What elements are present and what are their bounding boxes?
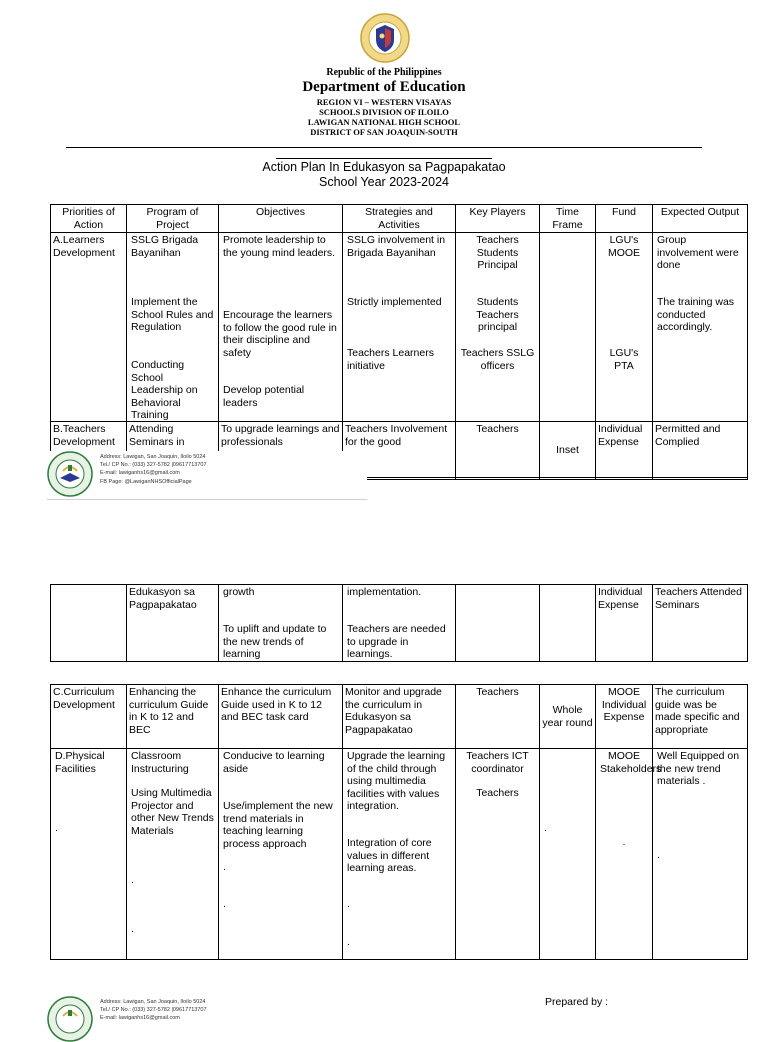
strategy-item: Strictly implemented bbox=[347, 296, 442, 308]
fund-item: LGU's PTA bbox=[609, 347, 639, 372]
footer-tel: Tel./ CP No.: (033) 327-5782 |09617713707 bbox=[100, 462, 207, 469]
dot-mark: . bbox=[622, 836, 626, 848]
fund-cell: Individual Expense bbox=[596, 585, 653, 662]
objective-cell bbox=[219, 749, 343, 960]
players-item: Teachers ICT coordinator bbox=[466, 750, 529, 775]
expected-output-cell bbox=[653, 233, 748, 422]
fund-cell: Individual Expense bbox=[596, 422, 653, 480]
program-cell: Attending Seminars in bbox=[127, 422, 219, 480]
dot-mark: . bbox=[657, 849, 660, 861]
strategy-item: SSLG involvement in Brigada Bayanihan bbox=[347, 234, 446, 259]
school-logo-icon bbox=[47, 451, 93, 497]
header-program: Program of Project bbox=[127, 205, 219, 233]
strategy-cell bbox=[343, 233, 456, 422]
school-footer bbox=[47, 996, 367, 1024]
footer-tel: Tel./ CP No.: (033) 327-5782 |09617713707 bbox=[100, 1007, 207, 1014]
school-logo-icon bbox=[47, 996, 93, 1042]
action-plan-table-2 bbox=[50, 584, 748, 662]
expected-output-cell: Permitted and Complied bbox=[653, 422, 748, 480]
key-players-cell bbox=[456, 233, 540, 422]
strategy-item: Integration of core values in different learning areas. bbox=[347, 837, 432, 874]
footer-address: Address: Lawigan, San Joaquin, Iloilo 5024 bbox=[100, 999, 206, 1005]
objective-item: Use/implement the new trend materials in teaching learning process approach bbox=[223, 800, 333, 850]
program-item: Implement the School Rules and Regulation bbox=[131, 296, 214, 333]
region-heading: REGION VI – WESTERN VISAYAS bbox=[316, 97, 452, 107]
header-objectives: Objectives bbox=[219, 205, 343, 233]
action-plan-table-1 bbox=[50, 204, 748, 480]
strategy-item: implementation. bbox=[347, 586, 422, 598]
dot-mark: . bbox=[55, 822, 58, 834]
objective-cell bbox=[219, 585, 343, 662]
objective-item: Promote leadership to the young mind leaders. bbox=[223, 234, 336, 259]
program-item: SSLG Brigada Bayanihan bbox=[131, 234, 199, 259]
dot-mark: . bbox=[131, 874, 134, 886]
strategy-item: Teachers Involvement for the good bbox=[345, 423, 448, 448]
time-frame-cell bbox=[540, 749, 596, 960]
title-divider bbox=[276, 158, 492, 159]
prepared-by-label: Prepared by : bbox=[545, 996, 609, 1008]
players-item: Teachers bbox=[476, 787, 519, 799]
output-item: Group involvement were done bbox=[657, 234, 739, 271]
table-row-learners bbox=[51, 233, 748, 422]
header-strategies: Strategies and Activities bbox=[343, 205, 456, 233]
dot-mark: . bbox=[544, 822, 547, 834]
time-frame-cell bbox=[540, 585, 596, 662]
school-footer bbox=[47, 451, 367, 501]
dot-mark: . bbox=[347, 898, 350, 910]
key-players-cell: Teachers bbox=[456, 685, 540, 749]
time-frame-cell bbox=[540, 233, 596, 422]
footer-fb: FB Page: @LawiganNHSOfficialPage bbox=[100, 478, 192, 485]
output-item: The training was conducted accordingly. bbox=[657, 296, 735, 333]
footer-address: Address: Lawigan, San Joaquin, Iloilo 5024 bbox=[100, 454, 206, 460]
dot-mark: . bbox=[223, 898, 226, 910]
strategy-item: Upgrade the learning of the child through using multimedia facilities with values integration. bbox=[347, 750, 446, 812]
header-expected-output: Expected Output bbox=[653, 205, 748, 233]
strategy-cell bbox=[343, 585, 456, 662]
header-time-frame: Time Frame bbox=[540, 205, 596, 233]
key-players-cell bbox=[456, 585, 540, 662]
header-priorities: Priorities of Action bbox=[51, 205, 127, 233]
footer-email: E-mail: lawiganhs16@gmail.com bbox=[100, 1015, 180, 1022]
header-divider bbox=[66, 147, 702, 148]
program-cell: Edukasyon sa Pagpapakatao bbox=[127, 585, 219, 662]
program-cell bbox=[127, 749, 219, 960]
priority-cell: A.Learners Development bbox=[51, 233, 127, 422]
dot-mark: . bbox=[223, 861, 226, 873]
priority-cell: C.Curriculum Development bbox=[51, 685, 127, 749]
program-item: Using Multimedia Projector and other New Trends Materials bbox=[131, 787, 214, 837]
objective-cell: Enhance the curriculum Guide used in K to 12 and BEC task card bbox=[219, 685, 343, 749]
objective-item: Develop potential leaders bbox=[223, 384, 305, 409]
header-fund: Fund bbox=[596, 205, 653, 233]
footer-email: E-mail: lawiganhs16@gmail.com bbox=[100, 470, 180, 477]
department-heading: Department of Education bbox=[302, 79, 466, 95]
division-heading: SCHOOLS DIVISION OF ILOILO bbox=[319, 107, 449, 117]
dot-mark: . bbox=[131, 923, 134, 935]
priority-cell: B.Teachers Development bbox=[51, 422, 127, 480]
republic-heading: Republic of the Philippines bbox=[326, 67, 442, 78]
header-key-players: Key Players bbox=[456, 205, 540, 233]
key-players-cell bbox=[456, 749, 540, 960]
program-cell bbox=[127, 233, 219, 422]
players-item: Students Teachers principal bbox=[476, 296, 519, 333]
objective-item: Encourage the learners to follow the good rule in their discipline and safety bbox=[223, 309, 337, 359]
objective-cell bbox=[219, 233, 343, 422]
fund-cell bbox=[596, 233, 653, 422]
time-frame-cell: Inset bbox=[540, 422, 596, 480]
table-bottom-border bbox=[367, 477, 747, 478]
strategy-cell: Monitor and upgrade the curriculum in Edukasyon sa Pagpapakatao bbox=[343, 685, 456, 749]
priority-cell bbox=[51, 585, 127, 662]
table-row-facilities bbox=[51, 749, 748, 960]
document-title: Action Plan In Edukasyon sa Pagpapakatao bbox=[262, 160, 506, 174]
school-year: School Year 2023-2024 bbox=[319, 175, 449, 189]
program-item: Conducting School Leadership on Behavioral Training bbox=[131, 359, 198, 421]
players-item: Teachers SSLG officers bbox=[460, 347, 535, 372]
objective-item: Conducive to learning aside bbox=[223, 750, 325, 775]
players-item: Teachers Students Principal bbox=[476, 234, 519, 271]
table-row-curriculum bbox=[51, 685, 748, 749]
school-heading: LAWIGAN NATIONAL HIGH SCHOOL bbox=[307, 117, 461, 127]
priority-label: D.Physical Facilities bbox=[55, 750, 105, 775]
dot-mark: . bbox=[347, 936, 350, 948]
strategy-item: Teachers Learners initiative bbox=[347, 347, 434, 372]
footer-divider bbox=[47, 499, 367, 500]
key-players-cell: Teachers bbox=[456, 422, 540, 480]
objective-cell: To upgrade learnings and professionals bbox=[219, 422, 343, 480]
objective-item: To uplift and update to the new trends of learning bbox=[223, 623, 327, 660]
expected-output-cell: The curriculum guide was be made specific and appropriate bbox=[653, 685, 748, 749]
fund-cell: MOOE Individual Expense bbox=[596, 685, 653, 749]
action-plan-table-3 bbox=[50, 684, 748, 960]
deped-seal-icon bbox=[360, 13, 410, 63]
objective-item: growth bbox=[223, 586, 255, 598]
table-row-teachers-continued bbox=[51, 585, 748, 662]
time-frame-cell: Whole year round bbox=[540, 685, 596, 749]
expected-output-cell: Teachers Attended Seminars bbox=[653, 585, 748, 662]
expected-output-cell bbox=[653, 749, 748, 960]
program-cell: Enhancing the curriculum Guide in K to 12 and BEC bbox=[127, 685, 219, 749]
table-header-row bbox=[51, 205, 748, 233]
strategy-cell bbox=[343, 749, 456, 960]
fund-item: LGU's MOOE bbox=[607, 234, 641, 259]
program-item: Classroom Instructuring bbox=[131, 750, 189, 775]
district-heading: DISTRICT OF SAN JOAQUIN-SOUTH bbox=[310, 127, 458, 137]
output-item: Well Equipped on the new trend materials . bbox=[657, 750, 740, 787]
fund-item: MOOE Stakeholders bbox=[600, 750, 662, 775]
fund-cell bbox=[596, 749, 662, 960]
priority-cell bbox=[51, 749, 127, 960]
strategy-item: Teachers are needed to upgrade in learnings. bbox=[347, 623, 446, 660]
